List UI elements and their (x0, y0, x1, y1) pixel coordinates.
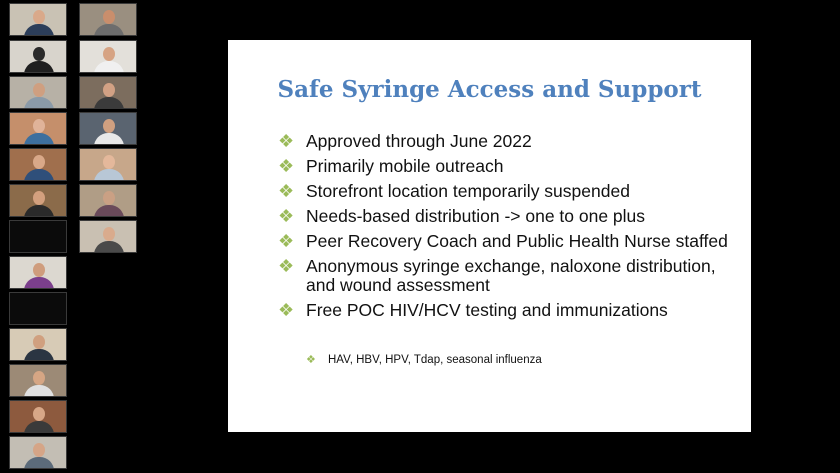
four-diamond-bullet-icon: ❖ (278, 156, 295, 176)
list-item (278, 132, 738, 151)
four-diamond-bullet-icon: ❖ (278, 300, 295, 320)
four-diamond-bullet-icon: ❖ (306, 354, 316, 366)
participant-video-tile[interactable] (9, 256, 67, 289)
participant-video-tile-off[interactable] (9, 292, 67, 325)
shared-screen-slide (228, 40, 751, 432)
sub-bullet-text: HAV, HBV, HPV, Tdap, seasonal influenza (328, 354, 542, 366)
participant-video-tile[interactable] (9, 76, 67, 109)
participant-video-tile[interactable] (9, 400, 67, 433)
bullet-text: Peer Recovery Coach and Public Health Nurse staffed (306, 231, 728, 251)
participant-video-tile[interactable] (79, 220, 137, 253)
participant-video-tile[interactable] (9, 364, 67, 397)
bullet-text: Anonymous syringe exchange, naloxone distribution, and wound assessment (306, 256, 716, 295)
participant-video-tile-off[interactable] (9, 220, 67, 253)
bullet-text: Needs-based distribution -> one to one plus (306, 206, 646, 226)
participant-video-tile[interactable] (79, 112, 137, 145)
participant-video-tile[interactable] (79, 184, 137, 217)
participant-video-tile[interactable] (9, 328, 67, 361)
list-item (278, 301, 738, 320)
slide-title: Safe Syringe Access and Support (277, 76, 702, 103)
list-item (278, 157, 738, 176)
participant-video-tile[interactable] (9, 112, 67, 145)
participant-video-tile[interactable] (9, 184, 67, 217)
bullet-text: Storefront location temporarily suspended (306, 181, 630, 201)
bullet-list (278, 132, 738, 326)
four-diamond-bullet-icon: ❖ (278, 256, 295, 276)
list-item (278, 353, 738, 368)
bullet-text: Approved through June 2022 (306, 131, 532, 151)
list-item (278, 257, 738, 295)
bullet-text: Primarily mobile outreach (306, 156, 504, 176)
list-item (278, 207, 738, 226)
participant-video-tile[interactable] (79, 148, 137, 181)
four-diamond-bullet-icon: ❖ (278, 231, 295, 251)
list-item (278, 182, 738, 201)
list-item (278, 232, 738, 251)
participant-video-tile[interactable] (79, 76, 137, 109)
participant-video-tile[interactable] (9, 40, 67, 73)
participant-video-tile[interactable] (79, 3, 137, 36)
participant-video-tile[interactable] (79, 40, 137, 73)
participant-video-tile[interactable] (9, 148, 67, 181)
participant-video-tile[interactable] (9, 3, 67, 36)
four-diamond-bullet-icon: ❖ (278, 206, 295, 226)
bullet-text: Free POC HIV/HCV testing and immunizations (306, 300, 668, 320)
sub-bullet-list (278, 353, 738, 368)
four-diamond-bullet-icon: ❖ (278, 181, 295, 201)
participant-video-tile[interactable] (9, 436, 67, 469)
four-diamond-bullet-icon: ❖ (278, 131, 295, 151)
